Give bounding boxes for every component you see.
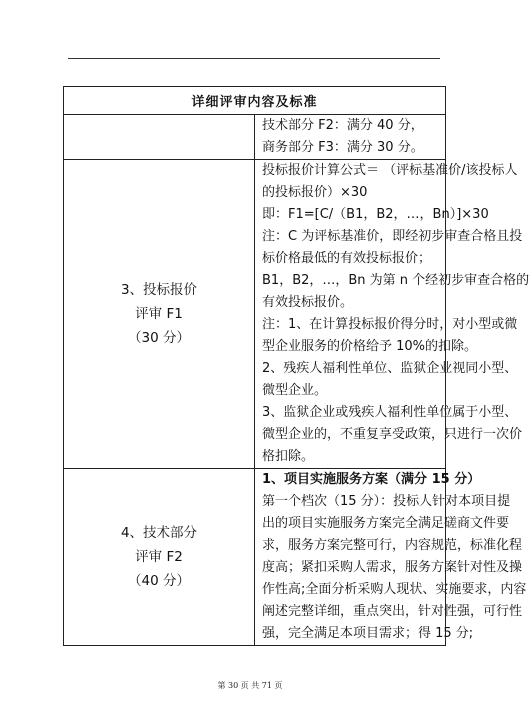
criteria-label-line: 评审 F2 <box>135 549 183 565</box>
content-line: 的投标报价）×30 <box>262 185 368 200</box>
table-header-row <box>64 87 446 115</box>
criteria-label-line: （40 分） <box>128 573 190 589</box>
content-line: 微型企业。 <box>262 383 328 398</box>
technical-criteria-label-cell <box>64 469 255 646</box>
criteria-label-line: 评审 F1 <box>135 306 183 322</box>
row1-label-cell <box>64 115 255 160</box>
content-line: 有效投标报价。 <box>262 295 354 310</box>
content-line: B1，B2，…，Bn 为第 n 个经初步审查合格的 <box>262 273 529 288</box>
table-title: 详细评审内容及标准 <box>64 87 446 115</box>
content-line: 作性高;全面分析采购人现状、实施要求，内容 <box>262 582 527 597</box>
price-criteria-content-cell <box>255 160 529 469</box>
content-line: 2、残疾人福利性单位、监狱企业视同小型、 <box>262 361 518 376</box>
price-criteria-label-cell <box>64 160 255 469</box>
content-line: 技术部分 F2：满分 40 分， <box>262 118 424 133</box>
content-line: 商务部分 F3：满分 30 分。 <box>262 140 424 155</box>
content-line: 格扣除。 <box>262 449 315 464</box>
content-line: 阐述完整详细，重点突出，针对性强，可行性 <box>262 604 523 619</box>
content-line: 3、监狱企业或残疾人福利性单位属于小型、 <box>262 405 518 420</box>
content-line: 度高；紧扣采购人需求，服务方案针对性及操 <box>262 560 523 575</box>
criteria-label-line: 4、技术部分 <box>120 525 198 541</box>
evaluation-criteria-table <box>63 86 529 646</box>
content-line: 注：1、在计算投标报价得分时，对小型或微 <box>262 317 518 332</box>
table-row <box>64 160 446 469</box>
criteria-label-line: 3、投标报价 <box>120 282 198 298</box>
header-rule <box>68 58 440 59</box>
content-line: 即：F1=[C/（B1，B2，…，Bn）]×30 <box>262 207 489 222</box>
table-row <box>64 469 446 646</box>
content-line: 投标报价计算公式＝ （评标基准价/该投标人 <box>262 163 518 178</box>
page-number-footer: 第 30 页 共 71 页 <box>217 681 283 690</box>
content-line: 出的项目实施服务方案完全满足磋商文件要 <box>262 516 510 531</box>
table-row <box>64 115 446 160</box>
content-line: 标价格最低的有效投标报价； <box>262 251 432 266</box>
criteria-label-line: （30 分） <box>128 330 190 346</box>
content-line: 强，完全满足本项目需求；得 15 分; <box>262 626 474 641</box>
content-line: 型企业服务的价格给予 10%的扣除。 <box>262 339 478 354</box>
technical-criteria-content-cell <box>255 469 527 646</box>
content-line: 第一个档次（15 分）：投标人针对本项目提 <box>262 494 511 509</box>
content-line: 微型企业的，不重复享受政策，只进行一次价 <box>262 427 523 442</box>
section-heading: 1、项目实施服务方案（满分 15 分） <box>262 472 481 487</box>
content-line: 求，服务方案完整可行，内容规范，标准化程 <box>262 538 523 553</box>
row1-content-cell <box>255 115 446 160</box>
content-line: 注：C 为评标基准价，即经初步审查合格且投 <box>262 229 523 244</box>
